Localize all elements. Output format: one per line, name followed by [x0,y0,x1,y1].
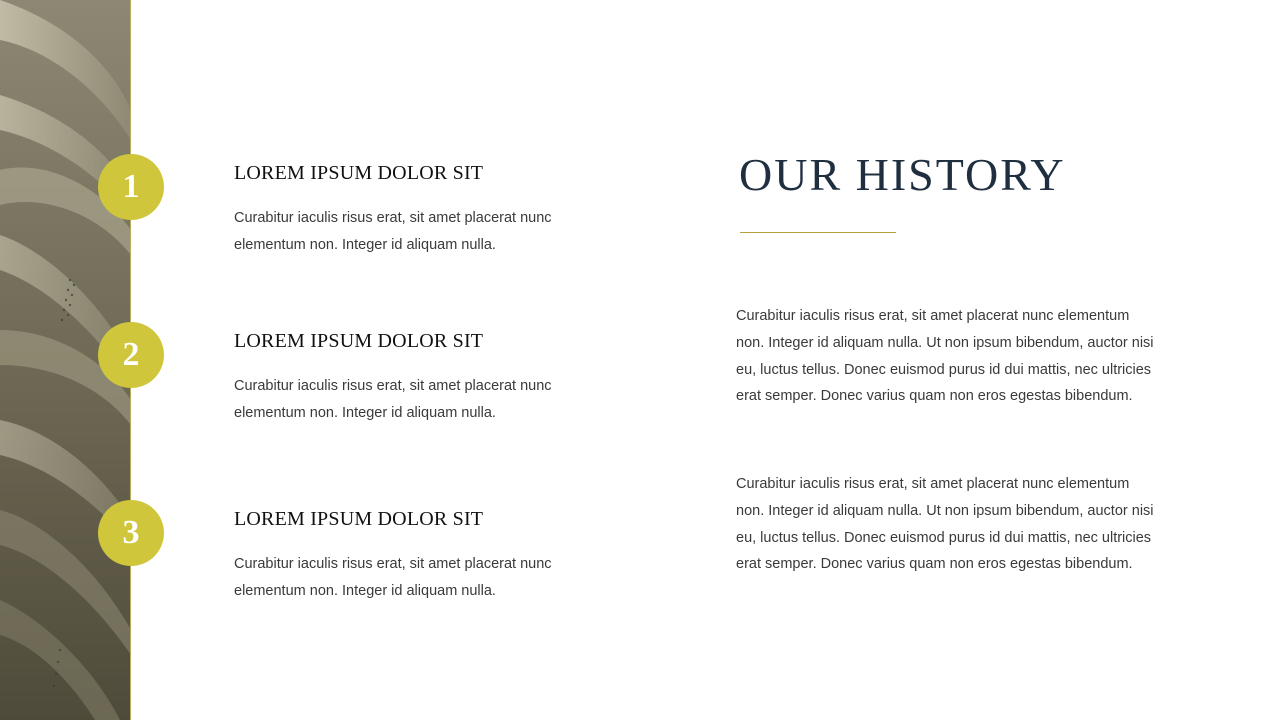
history-paragraph-1: Curabitur iaculis risus erat, sit amet placerat nunc elementum non. Integer id aliquam nulla. Ut non ipsum bibendum, auctor nisi eu, luctus tellus. Donec euismod purus id dui mattis, nec ultricies erat semper. Donec varius quam non eros egestas bibendum. [736,308,1154,405]
step-1-number-badge: 1 [98,154,164,220]
step-2-text: Curabitur iaculis risus erat, sit amet placerat nunc elementum non. Integer id aliquam nulla. [234,378,552,421]
step-1-title: LOREM IPSUM DOLOR SIT [234,162,484,184]
step-2-title: LOREM IPSUM DOLOR SIT [234,330,484,352]
title-divider [740,232,896,233]
history-paragraph-2: Curabitur iaculis risus erat, sit amet placerat nunc elementum non. Integer id aliquam nulla. Ut non ipsum bibendum, auctor nisi eu, luctus tellus. Donec euismod purus id dui mattis, nec ultricies erat semper. Donec varius quam non eros egestas bibendum. [736,476,1154,573]
step-3-text: Curabitur iaculis risus erat, sit amet placerat nunc elementum non. Integer id aliquam nulla. [234,556,552,599]
step-3-title: LOREM IPSUM DOLOR SIT [234,508,484,530]
step-1-text: Curabitur iaculis risus erat, sit amet placerat nunc elementum non. Integer id aliquam nulla. [234,210,552,253]
step-3-number-badge: 3 [98,500,164,566]
step-2-number-badge: 2 [98,322,164,388]
history-title: OUR HISTORY [739,149,1066,200]
